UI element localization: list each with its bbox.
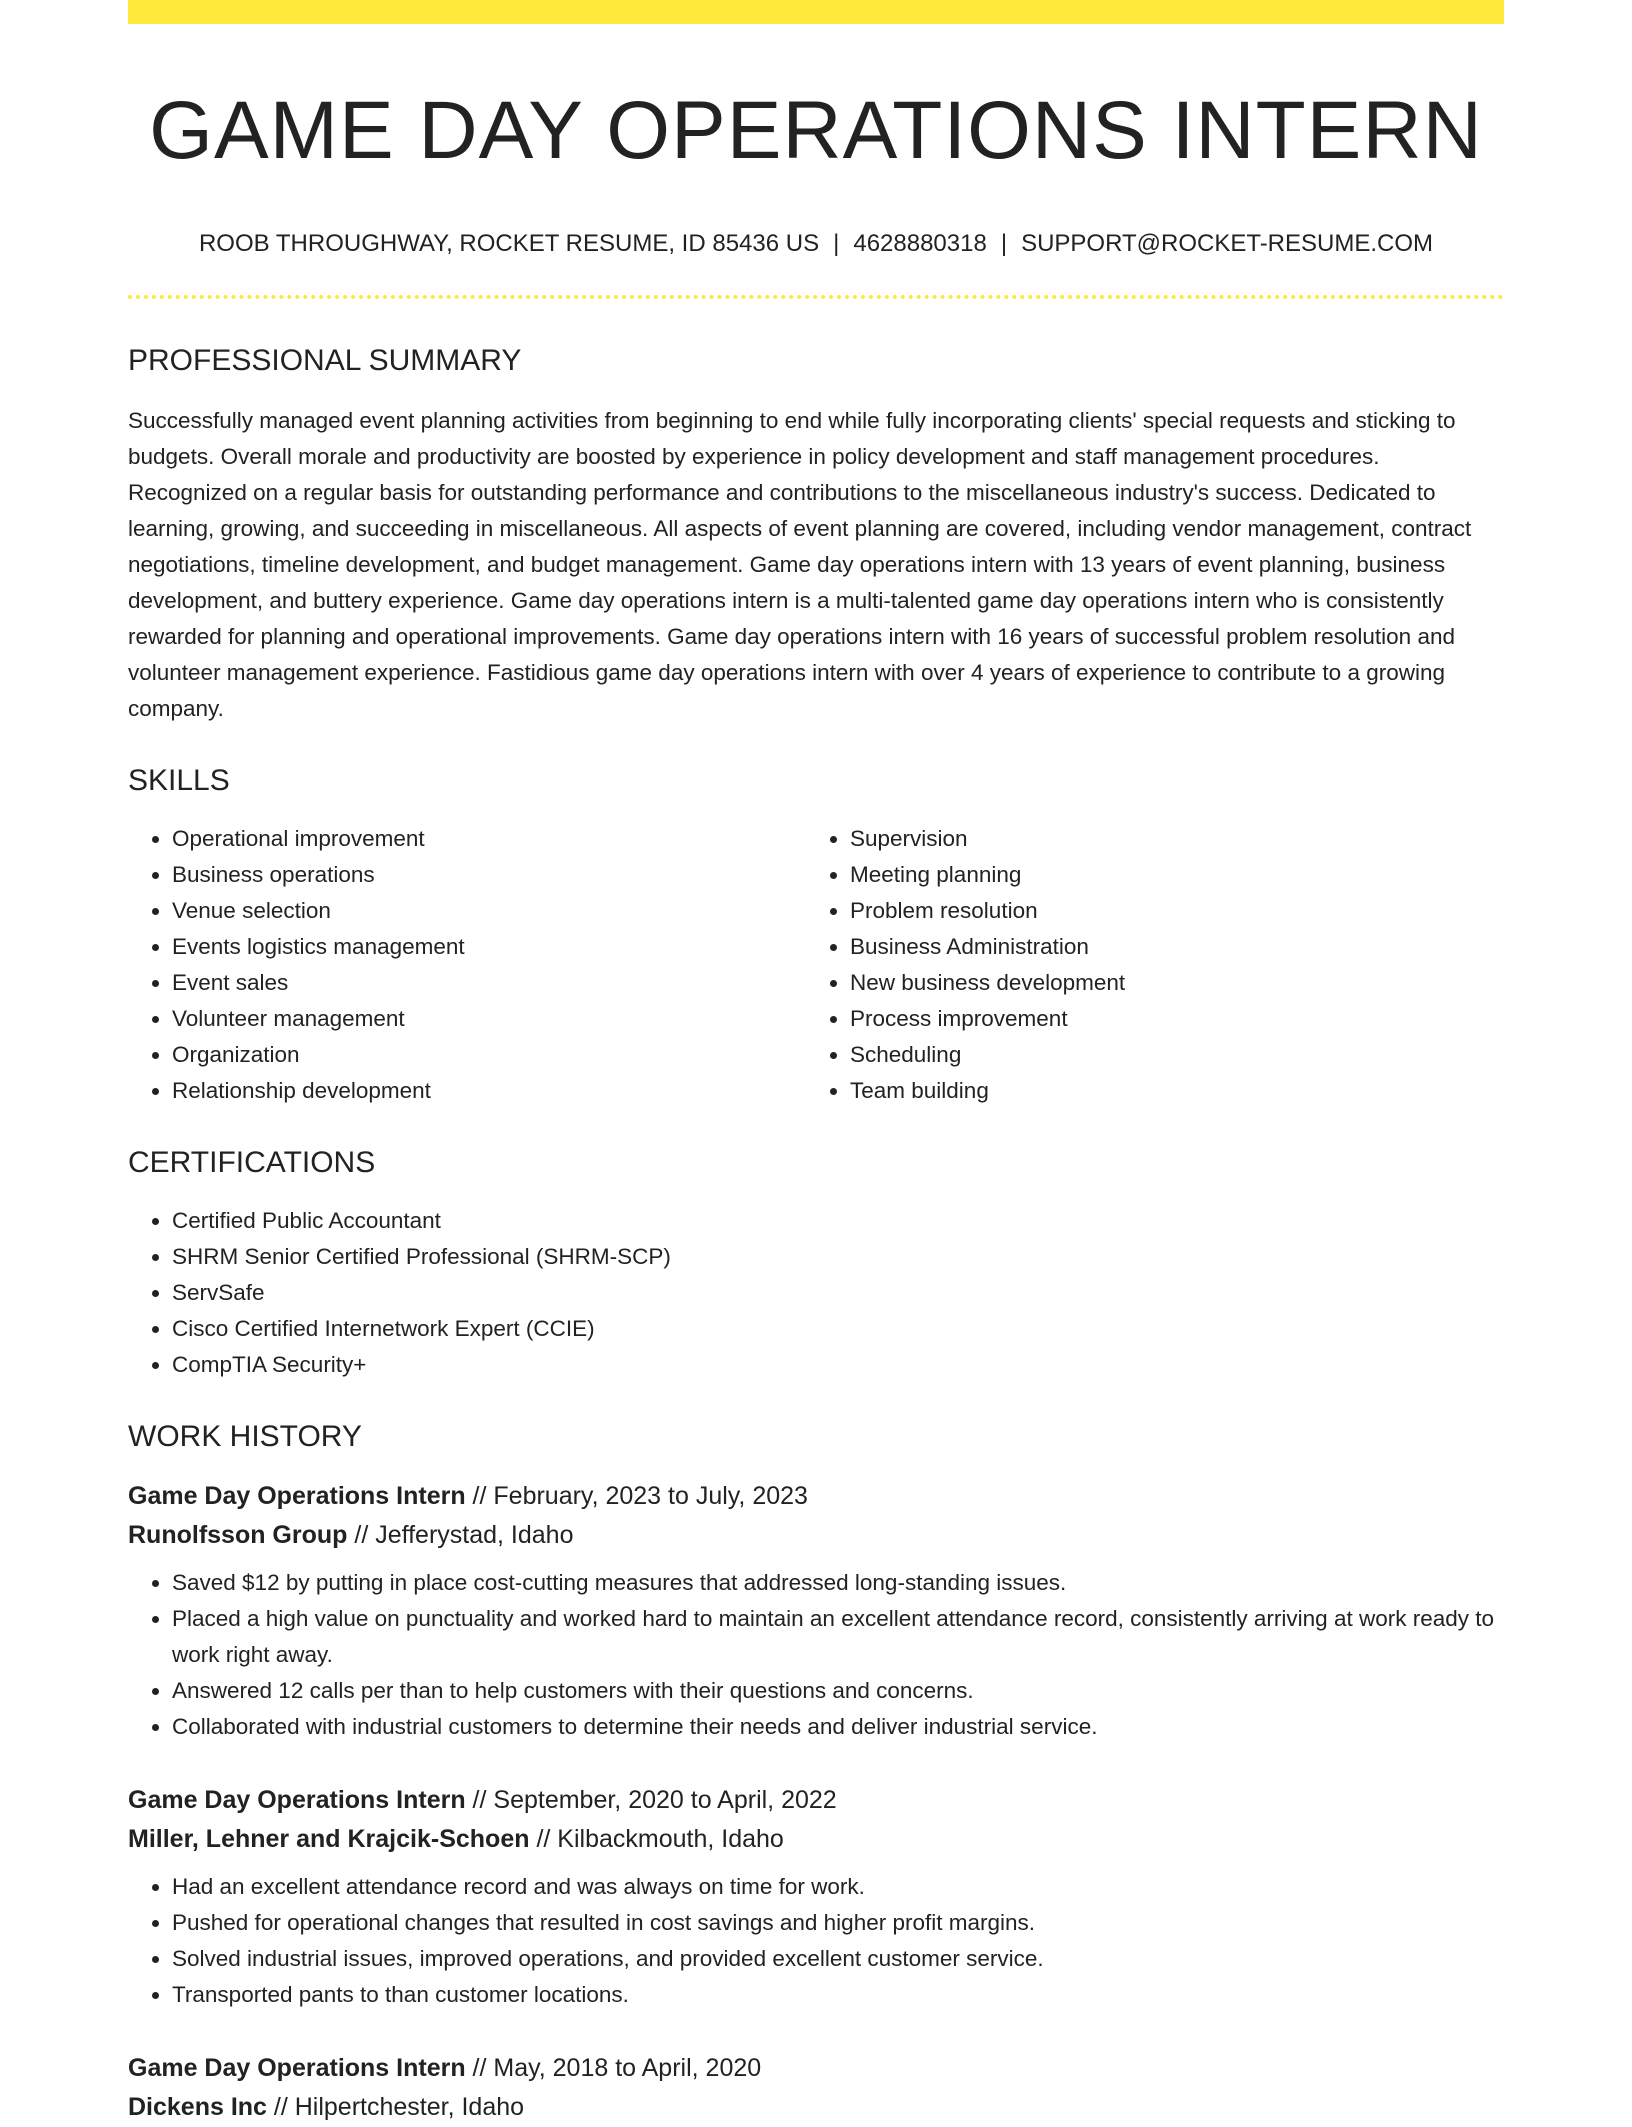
job-bullet: • Collaborated with industrial customers to determine their needs and deliver industrial service. (172, 1709, 1504, 1745)
skills-list-left (128, 821, 806, 1109)
job-title-line (128, 2049, 1504, 2088)
job-dates: // May, 2018 to April, 2020 (465, 2054, 762, 2083)
work-history-jobs (128, 1477, 1504, 2127)
skill-item: • Business Administration (850, 929, 1484, 965)
job-title-line (128, 1477, 1504, 1516)
job-bullet: • Pushed for operational changes that resulted in cost savings and higher profit margins. (172, 1905, 1504, 1941)
job-company-line (128, 1516, 1504, 1555)
skill-item: • New business development (850, 965, 1484, 1001)
phone: 4628880318 (853, 230, 987, 258)
job-bullets (128, 1565, 1504, 1745)
job-company-line (128, 1820, 1504, 1859)
summary-text: Successfully managed event planning activities from beginning to end while fully incorporating clients' special requests and sticking to budgets. Overall morale and productivity are boosted by experience in policy development and staff management procedures. Recognized on a regular basis for outstanding performance and contributions to the miscellaneous industry's success. Dedicated to learning, growing, and succeeding in miscellaneous. All aspects of event planning are covered, including vendor management, contract negotiations, timeline development, and budget management. Game day operations intern with 13 years of event planning, business development, and buttery experience. Game day operations intern is a multi-talented game day operations intern who is consistently rewarded for planning and operational improvements. Game day operations intern with 16 years of successful problem resolution and volunteer management experience. Fastidious game day operations intern with over 4 years of experience to contribute to a growing company. (128, 408, 1472, 722)
skill-item: • Scheduling (850, 1037, 1484, 1073)
skills-heading: SKILLS (128, 764, 230, 798)
contact-line (128, 230, 1504, 259)
job-entry (128, 2049, 1504, 2127)
skill-item: • Venue selection (172, 893, 806, 929)
summary-heading: PROFESSIONAL SUMMARY (128, 344, 522, 378)
address: ROOB THROUGHWAY, ROCKET RESUME, ID 85436 US (198, 230, 820, 258)
skill-item: • Business operations (172, 857, 806, 893)
job-title: Game Day Operations Intern (128, 1786, 466, 1815)
job-location: // Jefferystad, Idaho (347, 1521, 574, 1550)
dotted-divider (128, 295, 1504, 299)
contact-separator: | (1000, 230, 1008, 258)
certifications-heading: CERTIFICATIONS (128, 1146, 376, 1180)
job-dates: // September, 2020 to April, 2022 (465, 1786, 837, 1815)
certifications-list (128, 1203, 1504, 1383)
job-location: // Kilbackmouth, Idaho (529, 1825, 784, 1854)
job-title: Game Day Operations Intern (128, 1482, 466, 1511)
job-bullets (128, 1869, 1504, 2013)
contact-separator: | (833, 230, 840, 258)
job-title: Game Day Operations Intern (128, 2054, 466, 2083)
job-bullet: • Had an excellent attendance record and was always on time for work. (172, 1869, 1504, 1905)
skill-item: • Volunteer management (172, 1001, 806, 1037)
certification-item: • Certified Public Accountant (172, 1203, 1504, 1239)
skill-item: • Events logistics management (172, 929, 806, 965)
email: SUPPORT@ROCKET-RESUME.COM (1021, 230, 1434, 258)
job-company: Miller, Lehner and Krajcik-Schoen (128, 1825, 530, 1854)
skills-columns (128, 821, 1504, 1109)
job-bullet: • Saved $12 by putting in place cost-cutting measures that addressed long-standing issues. (172, 1565, 1504, 1601)
skill-item: • Operational improvement (172, 821, 806, 857)
job-bullet: • Solved industrial issues, improved operations, and provided excellent customer service. (172, 1941, 1504, 1977)
skill-item: • Process improvement (850, 1001, 1484, 1037)
job-dates: // February, 2023 to July, 2023 (465, 1482, 808, 1511)
certification-item: • CompTIA Security+ (172, 1347, 1504, 1383)
work-history-heading: WORK HISTORY (128, 1420, 362, 1454)
resume-page (128, 0, 1504, 2127)
job-company-line (128, 2088, 1504, 2127)
skill-item: • Organization (172, 1037, 806, 1073)
job-bullet: • Transported pants to than customer locations. (172, 1977, 1504, 2013)
certification-item: • ServSafe (172, 1275, 1504, 1311)
job-entry (128, 1781, 1504, 2013)
page-title: GAME DAY OPERATIONS INTERN (149, 85, 1483, 176)
certification-item: • SHRM Senior Certified Professional (SHRM-SCP) (172, 1239, 1504, 1275)
job-bullet: • Answered 12 calls per than to help customers with their questions and concerns. (172, 1673, 1504, 1709)
skills-list-right (806, 821, 1484, 1109)
job-entry (128, 1477, 1504, 1745)
job-location: // Hilpertchester, Idaho (266, 2093, 525, 2122)
skill-item: • Team building (850, 1073, 1484, 1109)
skill-item: • Problem resolution (850, 893, 1484, 929)
job-company: Runolfsson Group (128, 1521, 348, 1550)
job-bullet: • Placed a high value on punctuality and worked hard to maintain an excellent attendance record, consistently arriving at work ready to work right away. (172, 1601, 1504, 1673)
skill-item: • Meeting planning (850, 857, 1484, 893)
skill-item: • Supervision (850, 821, 1484, 857)
skill-item: • Relationship development (172, 1073, 806, 1109)
job-title-line (128, 1781, 1504, 1820)
skill-item: • Event sales (172, 965, 806, 1001)
job-company: Dickens Inc (128, 2093, 267, 2122)
certification-item: • Cisco Certified Internetwork Expert (CCIE) (172, 1311, 1504, 1347)
top-accent-bar (128, 0, 1504, 24)
